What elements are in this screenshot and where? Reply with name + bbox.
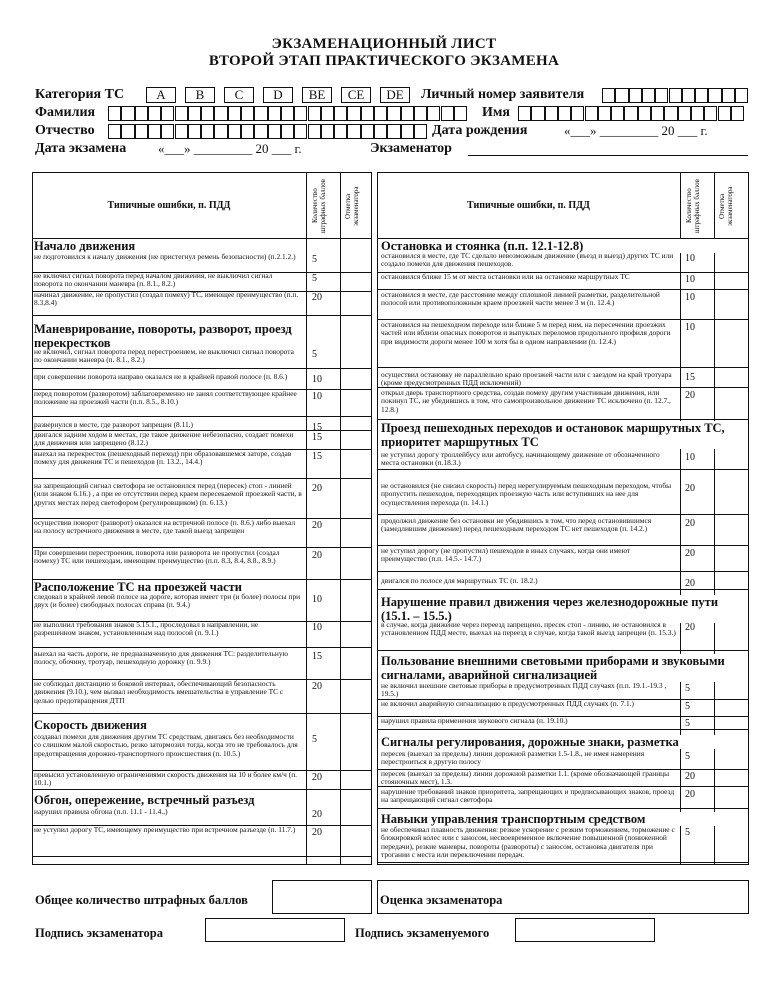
letter-cell[interactable]: [135, 106, 148, 121]
section-title: Сигналы регулирования, дорожные знаки, разметка: [381, 735, 747, 749]
error-item-text: При совершении перестроения, поворота или разворота не пропустил (создал помеху) ТС или пешеходам, имеющим преимущество (п.п. 8.3, 8.4, 8.8., 8.9.): [34, 548, 280, 566]
penalty-points: 15: [312, 451, 322, 462]
patronymic-label: Отчество: [35, 123, 95, 138]
left-mark-header: Отметка экзаменатора: [344, 186, 360, 226]
letter-cell[interactable]: [361, 106, 374, 121]
penalty-points: 5: [312, 273, 317, 284]
error-item-text: продолжил движение без остановки не убедившись в том, что перед остановившимся (замедлившим движение) перед пешеходным переходом ТС нет пешеходов (п. 14.2.): [381, 516, 652, 534]
letter-cell[interactable]: [678, 106, 691, 121]
left-points-header: Количество штрафных баллов: [311, 179, 327, 233]
error-item-text: начинал движение, не пропустил (создал помеху) ТС, имеющее преимущество (п.п. 8.3,8.4): [34, 290, 299, 308]
penalty-points: 20: [312, 809, 322, 820]
penalty-points: 15: [312, 422, 322, 433]
examiner-signature-box[interactable]: [205, 918, 345, 942]
penalty-points: 10: [312, 594, 322, 605]
examiner-mark-cell[interactable]: [715, 371, 748, 387]
section-title: Навыки управления транспортным средством: [381, 812, 747, 826]
examiner-mark-cell[interactable]: [715, 577, 748, 589]
letter-cell[interactable]: [268, 124, 281, 139]
examiner-mark-cell[interactable]: [341, 680, 371, 713]
letter-cell[interactable]: [387, 106, 400, 121]
row-divider: [32, 478, 372, 479]
examiner-mark-cell[interactable]: [341, 373, 371, 389]
letter-cell[interactable]: [308, 124, 321, 139]
letter-cell[interactable]: [108, 124, 121, 139]
letter-cell[interactable]: [254, 106, 267, 121]
penalty-points: 10: [685, 322, 695, 333]
penalty-points: 20: [685, 771, 695, 782]
letter-cell[interactable]: [427, 106, 440, 121]
error-item-text: нарушение требований знаков приоритета, запрещающих и предписывающих знаков, проезд на запрещающий сигнал светофора: [381, 787, 675, 805]
penalty-points: 20: [312, 681, 322, 692]
letter-cell[interactable]: [414, 106, 427, 121]
penalty-points: 5: [312, 734, 317, 745]
letter-cell[interactable]: [281, 124, 294, 139]
right-errors-header: Типичные ошибки, п. ПДД: [467, 200, 590, 211]
row-divider: [32, 789, 372, 790]
letter-cell[interactable]: [294, 106, 307, 121]
examiner-mark-cell[interactable]: [341, 482, 371, 518]
examiner-mark-cell[interactable]: [341, 771, 371, 789]
examiner-mark-cell[interactable]: [715, 547, 748, 571]
letter-cell[interactable]: [188, 124, 201, 139]
penalty-points: 10: [312, 374, 322, 385]
error-item-text: не остановился (не снизил скорость) перед нерегулируемым пешеходным переходом, чтобы пропустить пешеходов, переходящих проезжую часть или вступивших на нее для осуществления перехода (п. 14.1.): [381, 481, 672, 507]
row-divider: [377, 650, 749, 651]
section-title: Остановка и стоянка (п.п. 12.1-12.8): [381, 239, 747, 253]
letter-cell[interactable]: [241, 106, 254, 121]
letter-cell[interactable]: [121, 124, 134, 139]
letter-cell[interactable]: [629, 88, 642, 103]
error-item-text: нарушил правила обгона (п.п. 11.1 - 11.4.,): [34, 807, 168, 816]
error-item-text: остановился в месте, где расстояние между сплошной линией разметки, разделительной полосой или противоположным краем проезжей части менее 3 м (п. 12.4.): [381, 290, 660, 308]
penalty-points: 20: [685, 518, 695, 529]
letter-cell[interactable]: [135, 124, 148, 139]
section-title: Скорость движения: [34, 718, 304, 732]
penalty-points: 20: [312, 827, 322, 838]
letter-cell[interactable]: [148, 106, 161, 121]
examiner-mark-cell[interactable]: [341, 593, 371, 621]
examiner-mark-cell[interactable]: [341, 621, 371, 647]
examiner-mark-cell[interactable]: [341, 549, 371, 579]
letter-cell[interactable]: [414, 124, 427, 139]
error-item-text: двигался по полосе для маршрутных ТС (п. 18.2.): [381, 576, 538, 585]
penalty-points: 20: [685, 789, 695, 800]
penalty-points: 20: [312, 772, 322, 783]
category-box-ce[interactable]: CE: [341, 87, 371, 103]
category-box-be[interactable]: BE: [302, 87, 332, 103]
examiner-mark-cell[interactable]: [715, 291, 748, 319]
total-points-label: Общее количество штрафных баллов: [35, 893, 248, 907]
letter-cell[interactable]: [374, 106, 387, 121]
examiner-line[interactable]: [468, 155, 748, 156]
error-item-text: не включил внешние световые приборы в предусмотренных ПДД случаях (п.п. 19.1.-19.3 , 19.5.): [381, 681, 667, 699]
error-item-text: в случае, когда движение через переезд запрещено, пресек стоп - линию, не остановился в установленном ПДД месте, выехал на переезд в случае, когда такой выезд запрещен (п. 15.3.): [381, 620, 676, 638]
penalty-points: 20: [312, 550, 322, 561]
letter-cell[interactable]: [682, 88, 695, 103]
letter-cell[interactable]: [374, 124, 387, 139]
section-title: Пользование внешними световыми приборами и звуковыми сигналами, аварийной сигнализацией: [381, 654, 747, 682]
letter-cell[interactable]: [602, 88, 615, 103]
penalty-points: 5: [685, 827, 690, 838]
error-item-text: создавал помехи для движения другим ТС средствам, двигаясь без необходимости со слишком малой скоростью, резко затормозил тогда, когда это не требовалось для предотвращения дорожно-транспортного происшествия (п. 10.5.): [34, 732, 298, 758]
examiner-mark-cell[interactable]: [341, 733, 371, 770]
penalty-points: 15: [312, 651, 322, 662]
error-item-text: развернулся в месте, где разворот запрещен (8.11.): [34, 420, 194, 429]
letter-cell[interactable]: [615, 88, 628, 103]
error-item-text: пересек (выехал за пределы) линии дорожной разметки 1.1. (кроме обозначающей границы стояночных мест), 1.3.: [381, 769, 670, 787]
error-item-text: не обеспечивал плавность движения: резкое ускорение с резким торможением, торможение с блокировкой колес или с заносом, несвоевременное включение повышенной (пониженной передачи), резкие маневры, повороты (развороты) с заносом, остановка двигателя при трогании с места или переключении передач.: [381, 825, 675, 860]
penalty-points: 20: [312, 483, 322, 494]
letter-cell[interactable]: [441, 106, 454, 121]
examiner-mark-cell[interactable]: [341, 421, 371, 430]
letter-cell[interactable]: [531, 106, 544, 121]
examiner-mark-cell[interactable]: [715, 788, 748, 808]
error-item-text: не включил сигнал поворота перед началом движения, не выключил сигнал поворота по окончании маневра (п. 8.1., 8.2.): [34, 271, 273, 289]
row-divider: [377, 729, 749, 730]
examiner-mark-cell[interactable]: [341, 519, 371, 547]
error-item-text: не включил, сигнал поворота перед перестроением, не выключил сигнал поворота по окончании маневра (п. 8.1., 8.2.): [34, 347, 294, 365]
row-divider: [377, 862, 749, 863]
error-item-text: не выполнил требования знаков 5.15.1., проследовал в направлении, не разрешенном знаком, установленным над полосой (п. 9.1.): [34, 620, 259, 638]
letter-cell[interactable]: [347, 106, 360, 121]
exam-date-field[interactable]: «___» _________ 20 ___ г.: [158, 141, 302, 156]
letter-cell[interactable]: [361, 124, 374, 139]
birth-date-field[interactable]: «___» _________ 20 ___ г.: [564, 123, 708, 138]
error-item-text: осуществил остановку не параллельно краю проезжей части или с заездом на край тротуара (кроме предусмотренных ПДД исключений): [381, 370, 672, 388]
examiner-mark-cell[interactable]: [341, 808, 371, 825]
letter-cell[interactable]: [294, 124, 307, 139]
examiner-mark-cell[interactable]: [715, 517, 748, 545]
error-item-text: не уступил дорогу троллейбусу или автобусу, начинающему движение от обозначенного места остановки (п.18.3.): [381, 450, 660, 468]
letter-cell[interactable]: [321, 124, 334, 139]
letter-cell[interactable]: [175, 106, 188, 121]
error-item-text: следовал в крайней левой полосе на дороге, которая имеет три (и более) полосы при двух (и более) свободных полосах справа (п. 9.4.): [34, 592, 301, 610]
letter-cell[interactable]: [148, 124, 161, 139]
letter-cell[interactable]: [334, 106, 347, 121]
penalty-points: 20: [685, 578, 695, 589]
category-box-a[interactable]: A: [146, 87, 176, 103]
penalty-points: 20: [685, 483, 695, 494]
total-points-box[interactable]: [272, 880, 372, 914]
error-item-text: двигался задним ходом в местах, где такое движение небезопасно, создает помехи для движения или запрещено (8.12.): [34, 430, 294, 448]
grade-label: Оценка экзаменатора: [380, 893, 503, 907]
penalty-points: 20: [312, 520, 322, 531]
letter-cell[interactable]: [651, 106, 664, 121]
error-item-text: превысил установленную ограничениями скорость движения на 10 и более км/ч (п. 10.1.): [34, 770, 297, 788]
letter-cell[interactable]: [558, 106, 571, 121]
error-item-text: нарушил правила применения звукового сигнала (п. 19.10.): [381, 716, 568, 725]
name-label: Имя: [482, 105, 510, 120]
error-item-text: не подготовился к началу движения (не пристегнул ремень безопасности) (п.2.1.2.): [34, 252, 296, 261]
letter-cell[interactable]: [695, 88, 708, 103]
error-item-text: остановился ближе 15 м от места остановки или на остановке маршрутных ТС: [381, 272, 630, 281]
letter-cell[interactable]: [321, 106, 334, 121]
row-divider: [377, 367, 749, 368]
section-title: Расположение ТС на проезжей части: [34, 580, 304, 594]
right-mark-header: Отметка экзаменатора: [718, 186, 734, 226]
letter-cell[interactable]: [731, 106, 744, 121]
letter-cell[interactable]: [624, 106, 637, 121]
row-divider: [377, 589, 749, 590]
examiner-mark-cell[interactable]: [341, 431, 371, 449]
penalty-points: 5: [685, 683, 690, 694]
examiner-mark-cell[interactable]: [715, 451, 748, 469]
examiner-mark-cell[interactable]: [341, 272, 371, 291]
birth-date-label: Дата рождения: [432, 123, 528, 138]
examiner-signature-label: Подпись экзаменатора: [35, 926, 163, 940]
exam-date-label: Дата экзамена: [35, 141, 127, 156]
letter-cell[interactable]: [121, 106, 134, 121]
letter-cell[interactable]: [228, 106, 241, 121]
document-subtitle: ВТОРОЙ ЭТАП ПРАКТИЧЕСКОГО ЭКЗАМЕНА: [208, 53, 560, 69]
letter-cell[interactable]: [611, 106, 624, 121]
row-divider: [32, 647, 372, 648]
penalty-points: 5: [685, 701, 690, 712]
penalty-points: 10: [685, 274, 695, 285]
section-title: Маневрирование, повороты, разворот, проезд перекрестков: [34, 322, 304, 350]
penalty-points: 10: [312, 391, 322, 402]
examiner-mark-cell[interactable]: [715, 682, 748, 699]
penalty-points: 20: [685, 622, 695, 633]
personal-number-label: Личный номер заявителя: [421, 87, 585, 102]
letter-cell[interactable]: [571, 106, 584, 121]
examiner-mark-cell[interactable]: [341, 650, 371, 679]
error-item-text: не включил аварийную сигнализацию в предусмотренных ПДД случаях (п. 7.1.): [381, 699, 634, 708]
error-item-text: выехал на перекресток (пешеходный переход) при образовавшемся заторе, создав помеху для движения ТС и пешеходов (п. 13.2., 14.4.): [34, 449, 292, 467]
row-divider: [32, 368, 372, 369]
letter-cell[interactable]: [638, 106, 651, 121]
examiner-mark-cell[interactable]: [715, 482, 748, 514]
error-item-text: пересек (выехал за пределы) линии дорожной разметки 1.5-1.8., не имея намерения перестроиться в другую полосу: [381, 749, 645, 767]
letter-cell[interactable]: [642, 88, 655, 103]
examinee-signature-box[interactable]: [515, 918, 655, 942]
letter-cell[interactable]: [347, 124, 360, 139]
section-title: Нарушение правил движения через железнодорожные пути (15.1. – 15.5.): [381, 595, 747, 623]
letter-cell[interactable]: [704, 106, 717, 121]
category-label: Категория ТС: [35, 87, 125, 102]
letter-cell[interactable]: [108, 106, 121, 121]
error-item-text: не соблюдал дистанцию и боковой интервал, обеспечивающий безопасность движения (9.10.), чем вызвал необходимость вмешательства в управление ТС с целью предотвращения ДТП: [34, 679, 284, 705]
row-divider: [32, 856, 372, 857]
surname-label: Фамилия: [35, 105, 96, 120]
penalty-points: 15: [685, 372, 695, 383]
category-box-d[interactable]: D: [263, 87, 293, 103]
letter-cell[interactable]: [691, 106, 704, 121]
section-title: Проезд пешеходных переходов и остановок маршрутных ТС, приоритет маршрутных ТС: [381, 421, 747, 449]
examiner-mark-cell[interactable]: [715, 750, 748, 769]
letter-cell[interactable]: [281, 106, 294, 121]
examiner-mark-cell[interactable]: [715, 826, 748, 862]
examiner-mark-cell[interactable]: [715, 389, 748, 419]
penalty-points: 20: [312, 292, 322, 303]
error-item-text: выехал на часть дороги, не предназначенную для движения ТС: разделительную полосу, обочину, тротуар, пешеходную дорожку (п. 9.9.): [34, 649, 289, 667]
letter-cell[interactable]: [669, 88, 682, 103]
letter-cell[interactable]: [188, 106, 201, 121]
error-item-text: перед поворотом (разворотом) заблаговременно не занял соответствующее крайнее положение на проезжей части (п.п. 8.5., 8.10.): [34, 389, 297, 407]
grade-box[interactable]: [377, 880, 749, 914]
category-box-de[interactable]: DE: [380, 87, 410, 103]
letter-cell[interactable]: [454, 106, 467, 121]
category-box-b[interactable]: B: [185, 87, 215, 103]
category-box-c[interactable]: C: [224, 87, 254, 103]
examiner-mark-cell[interactable]: [715, 273, 748, 289]
left-errors-header: Типичные ошибки, п. ПДД: [107, 200, 231, 211]
examiner-mark-cell[interactable]: [715, 700, 748, 716]
letter-cell[interactable]: [254, 124, 267, 139]
examiner-mark-cell[interactable]: [341, 253, 371, 272]
examiner-mark-cell[interactable]: [715, 321, 748, 367]
penalty-points: 15: [312, 432, 322, 443]
error-item-text: на запрещающий сигнал светофора не остановился перед (пересек) стоп - линией (или знаком 6.16.) , а при ее отсутствии перед краем пересекаемой проезжей части, в других местах перед светофором (регулировщиком) (п. 6.13.): [34, 481, 302, 507]
letter-cell[interactable]: [387, 124, 400, 139]
letter-cell[interactable]: [161, 124, 174, 139]
row-divider: [377, 571, 749, 572]
examiner-mark-cell[interactable]: [715, 717, 748, 729]
letter-cell[interactable]: [214, 106, 227, 121]
letter-cell[interactable]: [161, 106, 174, 121]
examiner-mark-cell[interactable]: [341, 826, 371, 856]
letter-cell[interactable]: [308, 106, 321, 121]
penalty-points: 10: [685, 292, 695, 303]
letter-cell[interactable]: [401, 124, 414, 139]
letter-cell[interactable]: [718, 106, 731, 121]
row-divider: [32, 713, 372, 714]
right-points-header: Количество штрафных баллов: [685, 179, 701, 233]
error-item-text: открыл дверь транспортного средства, создав помеху другим участникам движения, или покинул ТС, не убедившись в том, что самопроизвольное движение ТС исключено (п. 12.7., 12.8.): [381, 388, 671, 414]
letter-cell[interactable]: [708, 88, 721, 103]
letter-cell[interactable]: [722, 88, 735, 103]
letter-cell[interactable]: [241, 124, 254, 139]
row-divider: [32, 416, 372, 417]
examiner-mark-cell[interactable]: [715, 770, 748, 786]
letter-cell[interactable]: [655, 88, 668, 103]
penalty-points: 10: [685, 253, 695, 264]
penalty-points: 5: [685, 718, 690, 729]
letter-cell[interactable]: [268, 106, 281, 121]
penalty-points: 5: [312, 254, 317, 265]
examiner-mark-cell[interactable]: [715, 252, 748, 272]
penalty-points: 5: [685, 751, 690, 762]
examiner-mark-cell[interactable]: [715, 621, 748, 650]
error-item-text: при совершении поворота направо оказался не в крайней правой полосе (п. 8.6.): [34, 372, 288, 381]
examinee-signature-label: Подпись экзаменуемого: [355, 926, 490, 940]
right-points-divider: [680, 172, 681, 865]
letter-cell[interactable]: [735, 88, 748, 103]
penalty-points: 20: [685, 390, 695, 401]
error-item-text: остановился на пешеходном переходе или ближе 5 м перед ним, на пересечении проезжих частей или вблизи опасных поворотов и выпуклых переломов продольного профиля дороги при видимости дороги менее 100 м хотя бы в одном направлении (п. 12.4.): [381, 320, 671, 346]
section-title: Начало движения: [34, 239, 304, 253]
penalty-points: 5: [312, 349, 317, 360]
letter-cell[interactable]: [598, 106, 611, 121]
letter-cell[interactable]: [401, 106, 414, 121]
document-title: ЭКЗАМЕНАЦИОННЫЙ ЛИСТ: [271, 36, 497, 52]
row-divider: [377, 514, 749, 515]
letter-cell[interactable]: [228, 124, 241, 139]
section-title: Обгон, опережение, встречный разъезд: [34, 793, 304, 807]
error-item-text: не уступил дорогу (не пропустил) пешеходов в иных случаях, когда они имеют преимущество (п.п. 14.5.- 14.7.): [381, 546, 631, 564]
examiner-mark-cell[interactable]: [341, 390, 371, 416]
row-divider: [377, 808, 749, 809]
penalty-points: 10: [312, 622, 322, 633]
error-item-text: остановился в месте, где ТС сделало невозможным движение (въезд и выезд) других ТС или создало помехи для движения пешеходов.: [381, 251, 674, 269]
letter-cell[interactable]: [201, 124, 214, 139]
examiner-mark-cell[interactable]: [341, 291, 371, 315]
letter-cell[interactable]: [518, 106, 531, 121]
examiner-mark-cell[interactable]: [341, 450, 371, 478]
penalty-points: 20: [685, 548, 695, 559]
letter-cell[interactable]: [585, 106, 598, 121]
letter-cell[interactable]: [175, 124, 188, 139]
letter-cell[interactable]: [545, 106, 558, 121]
row-divider: [377, 419, 749, 420]
letter-cell[interactable]: [201, 106, 214, 121]
row-divider: [32, 315, 372, 316]
examiner-label: Экзаменатор: [370, 141, 452, 156]
row-divider: [377, 469, 749, 470]
error-item-text: не уступил дорогу ТС, имеющему преимущество при встречном разъезде (п. 11.7.): [34, 825, 296, 834]
penalty-points: 10: [685, 452, 695, 463]
letter-cell[interactable]: [214, 124, 227, 139]
letter-cell[interactable]: [664, 106, 677, 121]
letter-cell[interactable]: [334, 124, 347, 139]
examiner-mark-cell[interactable]: [341, 348, 371, 368]
error-item-text: осуществив поворот (разворот) оказался на встречной полосе (п. 8.6.) либо выехал на полосу встречного движения в месте, где такой выезд запрещен: [34, 518, 296, 536]
